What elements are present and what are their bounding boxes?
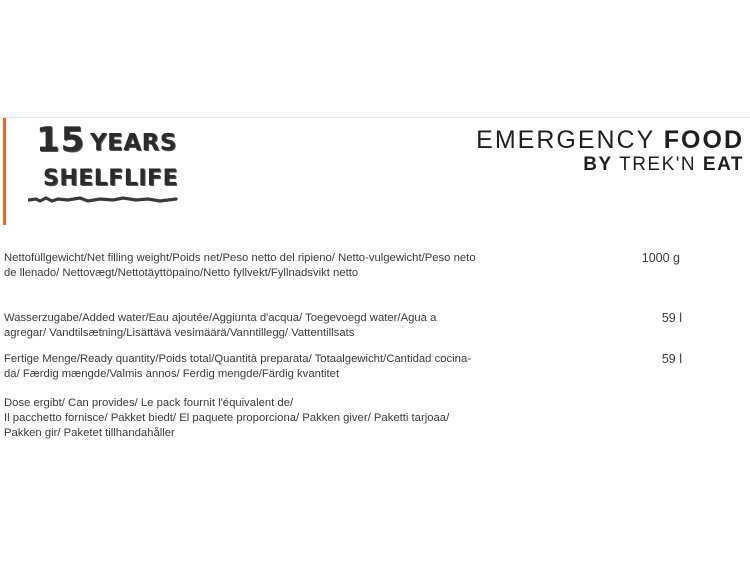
info-row-added-water bbox=[4, 311, 544, 341]
info-row-text: de llenado/ Nettovægt/Nettotäyttöpaino/Netto fyllvekt/Fyllnadsvikt netto bbox=[4, 267, 359, 279]
orange-accent-bar bbox=[3, 118, 6, 225]
info-row-text: Wasserzugabe/Added water/Eau ajoutée/Aggiunta d'acqua/ Toegevoegd water/Agua a bbox=[4, 312, 437, 324]
badge-underline-scribble bbox=[28, 196, 178, 204]
info-row-text: Il pacchetto fornisce/ Pakket biedt/ El paquete proporciona/ Pakken giver/ Paketti tarjoaa/ bbox=[4, 412, 450, 424]
info-row-text: Pakken gir/ Paketet tillhandahåller bbox=[4, 427, 175, 439]
brand-subtitle bbox=[476, 154, 744, 176]
brand-word-emergency: EMERGENCY bbox=[476, 126, 655, 154]
info-row-text: da/ Færdig mængde/Valmis annos/ Ferdig mengde/Färdig kvantitet bbox=[4, 368, 340, 380]
brand-title bbox=[476, 126, 744, 154]
brand-word-trekn: TREK'N bbox=[619, 154, 697, 175]
brand-word-by: BY bbox=[583, 154, 613, 175]
brand-logo bbox=[476, 126, 744, 176]
info-row-value: 59 l bbox=[661, 311, 682, 325]
badge-shelflife: SHELFLIFE bbox=[43, 166, 179, 191]
info-row-text: Dose ergibt/ Can provides/ Le pack fournit l'équivalent de/ bbox=[4, 397, 294, 409]
brand-word-food: FOOD bbox=[663, 126, 744, 154]
info-row-net-weight bbox=[4, 251, 544, 281]
info-row-ready-quantity bbox=[4, 352, 544, 382]
info-row-text: Nettofüllgewicht/Net filling weight/Poids net/Peso netto del ripieno/ Netto-vulgewicht/Peso neto bbox=[4, 252, 476, 264]
info-row-value: 59 l bbox=[661, 352, 682, 366]
info-row-value: 1000 g bbox=[641, 251, 680, 265]
info-row-pack-provides bbox=[4, 396, 544, 441]
info-row-text: Fertige Menge/Ready quantity/Poids total/Quantità preparata/ Totaalgewicht/Cantidad cocina- bbox=[4, 353, 472, 365]
header-divider bbox=[0, 117, 750, 118]
badge-years: YEARS bbox=[90, 130, 177, 156]
badge-number: 15 bbox=[36, 120, 86, 160]
brand-word-eat: EAT bbox=[702, 154, 744, 175]
info-row-text: agregar/ Vandtilsætning/Lisättävä vesimäärä/Vanntillegg/ Vattentillsats bbox=[4, 327, 355, 339]
shelflife-badge bbox=[28, 120, 188, 210]
